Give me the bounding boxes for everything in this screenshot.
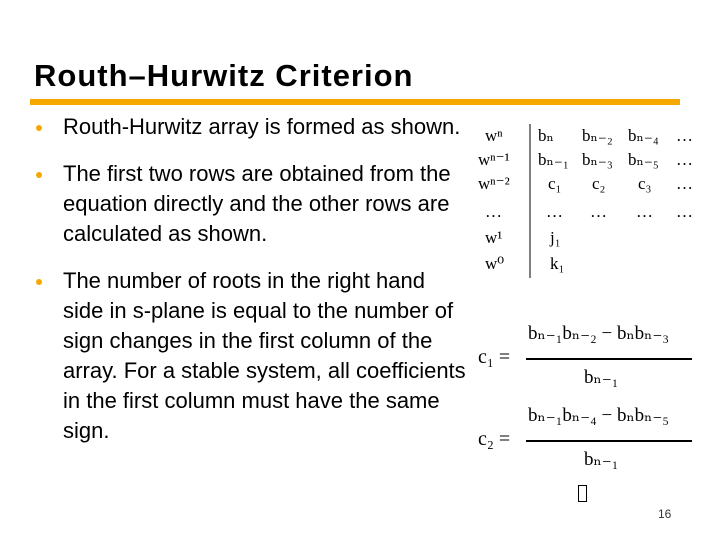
array-row-labels [478, 126, 510, 273]
row-label: w¹ [485, 228, 503, 247]
placeholder-box-icon [578, 485, 587, 502]
array-cell: bₙ₋₂ [582, 126, 613, 145]
array-cell: … [546, 202, 563, 221]
array-cell: bₙ₋₁ [538, 150, 569, 169]
bullet-text: Routh-Hurwitz array is formed as shown. [63, 114, 461, 139]
array-cell: … [636, 202, 653, 221]
bullet-list [30, 112, 470, 463]
bullet-item-2 [30, 159, 470, 249]
array-cell: … [676, 150, 693, 169]
formula-numerator: bₙ₋₁bₙ₋₂ − bₙbₙ₋₃ [528, 323, 670, 344]
bullet-item-1 [30, 112, 470, 142]
array-cell: c₃ [638, 174, 652, 193]
page-number: 16 [658, 507, 672, 521]
array-cell: bₙ₋₃ [582, 150, 613, 169]
array-cell: … [676, 202, 693, 221]
bullet-text: The number of roots in the right hand side in s-plane is equal to the number of sign changes in the first column of the array. For a stable system, all coefficients in the first column must have the same sign. [63, 268, 466, 443]
fraction-bar [526, 358, 692, 360]
row-label: w⁰ [485, 254, 505, 273]
array-cell: j₁ [550, 228, 561, 247]
routh-array [470, 112, 710, 282]
array-cell: … [676, 126, 693, 145]
formula-lhs: c₁ = [478, 346, 511, 368]
bullet-dot-icon [36, 172, 42, 178]
bullet-dot-icon [36, 279, 42, 285]
formula-lhs: c₂ = [478, 428, 511, 450]
array-cell: c₁ [548, 174, 562, 193]
array-cell: k₁ [550, 254, 565, 273]
bullet-text: The first two rows are obtained from the equation directly and the other rows are calculated as shown. [63, 161, 451, 246]
row-label: wⁿ⁻² [478, 174, 510, 193]
slide-title: Routh–Hurwitz Criterion [34, 58, 414, 93]
formula-denominator: bₙ₋₁ [584, 449, 619, 470]
array-cell: … [676, 174, 693, 193]
array-cell: c₂ [592, 174, 606, 193]
array-cell: … [590, 202, 607, 221]
row-label: wⁿ [485, 126, 503, 145]
array-cell: bₙ [538, 126, 554, 145]
formula-c2 [478, 404, 698, 480]
title-underline [30, 99, 680, 105]
fraction-bar [526, 440, 692, 442]
formula-numerator: bₙ₋₁bₙ₋₄ − bₙbₙ₋₅ [528, 405, 670, 426]
bullet-dot-icon [36, 125, 42, 131]
formula-c1 [478, 322, 698, 398]
bullet-item-3 [30, 266, 470, 446]
formula-denominator: bₙ₋₁ [584, 367, 619, 388]
row-label: wⁿ⁻¹ [478, 150, 510, 169]
array-cells [538, 126, 693, 273]
array-cell: bₙ₋₄ [628, 126, 659, 145]
array-cell: bₙ₋₅ [628, 150, 659, 169]
row-label: … [485, 202, 502, 221]
